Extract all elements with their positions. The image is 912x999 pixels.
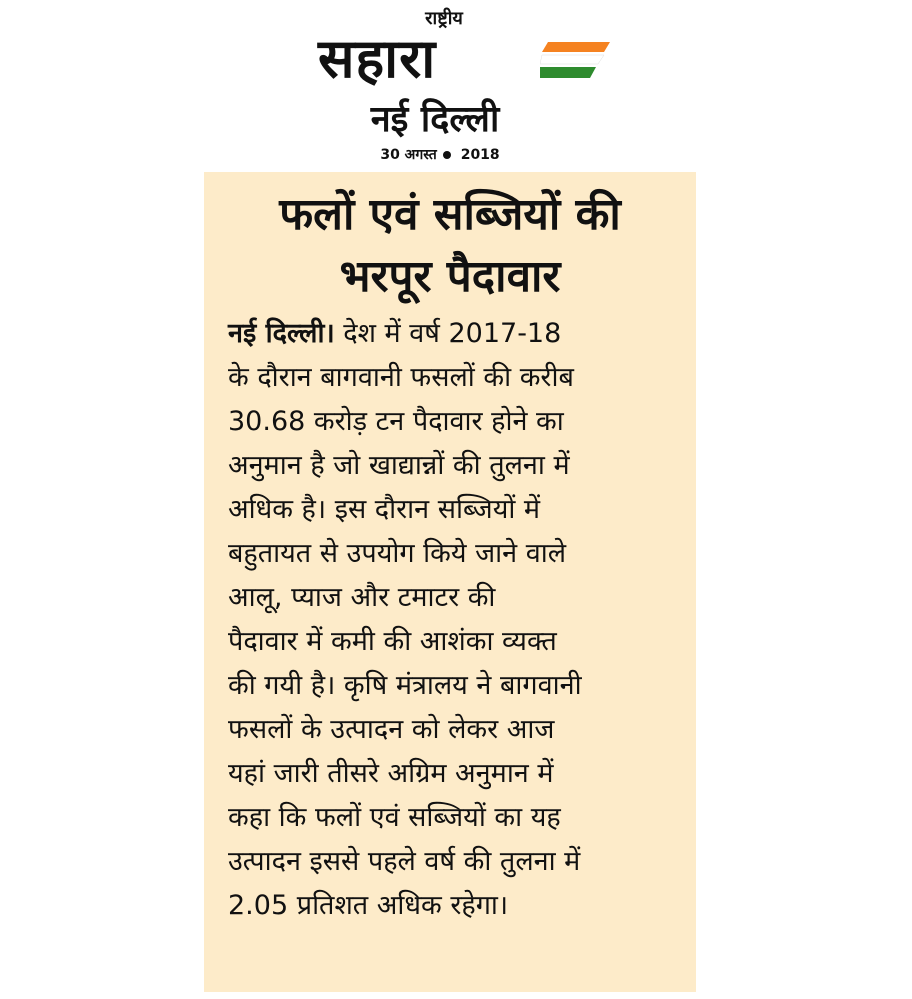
article-line: की गयी है। कृषि मंत्रालय ने बागवानी <box>228 670 582 701</box>
newspaper-logo <box>318 28 618 90</box>
article-line: के दौरान बागवानी फसलों की करीब <box>228 362 574 393</box>
article-body <box>228 312 678 928</box>
article-line: अधिक है। इस दौरान सब्जियों में <box>228 494 541 525</box>
news-clipping <box>204 172 696 992</box>
article-dateline: नई दिल्ली। <box>228 318 335 349</box>
date-day-month: 30 अगस्त <box>380 147 437 163</box>
flag-green-stripe <box>540 67 596 78</box>
date-separator-dot <box>443 151 451 159</box>
headline-line: भरपूर पैदावार <box>339 251 561 302</box>
article-line: आलू, प्याज और टमाटर की <box>228 582 496 613</box>
flag-white-stripe <box>540 55 604 64</box>
article-line: यहां जारी तीसरे अग्रिम अनुमान में <box>228 758 554 789</box>
newspaper-masthead <box>0 0 912 172</box>
date-year: 2018 <box>460 147 500 163</box>
tricolor-flag-icon <box>540 42 610 82</box>
article-line: पैदावार में कमी की आशंका व्यक्त <box>228 626 557 657</box>
article-line <box>228 312 678 356</box>
article-line: अनुमान है जो खाद्यान्नों की तुलना में <box>228 450 570 481</box>
article-line: फसलों के उत्पादन को लेकर आज <box>228 714 555 745</box>
article-line: 30.68 करोड़ टन पैदावार होने का <box>228 406 564 437</box>
masthead-rashtriya: राष्ट्रीय <box>425 8 463 29</box>
article-line: 2.05 प्रतिशत अधिक रहेगा। <box>228 890 509 921</box>
edition-date <box>360 146 520 164</box>
article-line: कहा कि फलों एवं सब्जियों का यह <box>228 802 561 833</box>
logo-wordmark: सहारा <box>318 27 437 90</box>
article-line-text: देश में वर्ष 2017-18 <box>334 318 562 349</box>
article-headline <box>204 184 696 308</box>
article-line: बहुतायत से उपयोग किये जाने वाले <box>228 538 567 569</box>
headline-line: फलों एवं सब्जियों की <box>279 189 621 240</box>
flag-saffron-stripe <box>542 42 610 52</box>
edition-city: नई दिल्ली <box>370 99 500 140</box>
article-line: उत्पादन इससे पहले वर्ष की तुलना में <box>228 846 581 877</box>
